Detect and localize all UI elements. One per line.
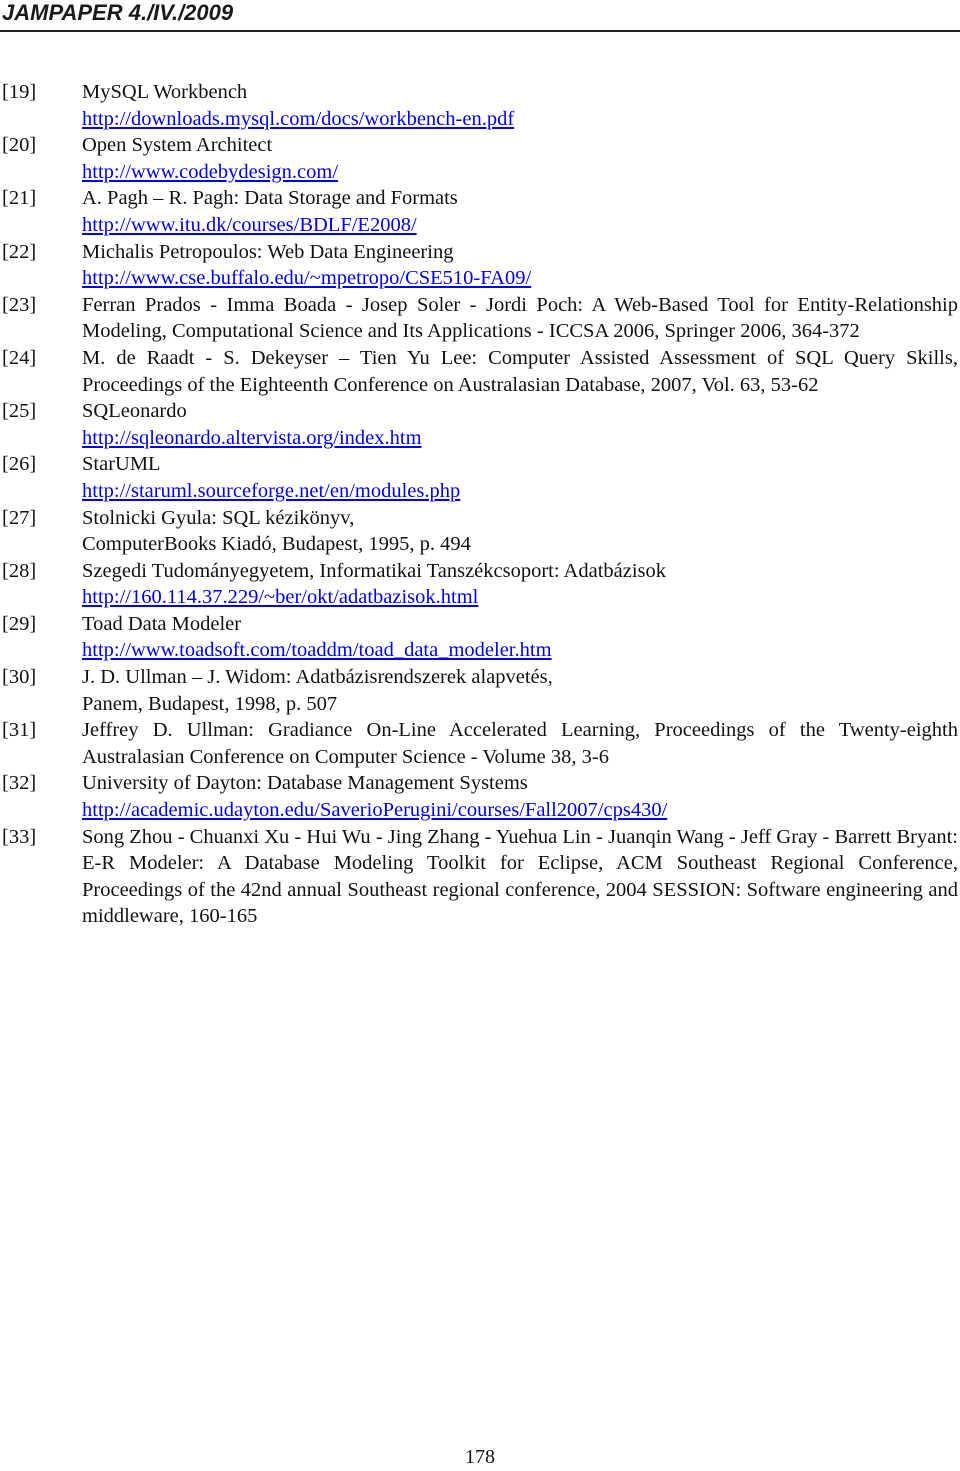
reference-item-20: [0, 132, 958, 185]
reference-item-21: [0, 185, 958, 238]
reference-item-27: [0, 505, 958, 558]
reference-text: Toad Data Modeler: [82, 612, 242, 635]
reference-text-line-2: ComputerBooks Kiadó, Budapest, 1995, p. 494: [82, 533, 471, 556]
reference-number: [25]: [2, 400, 37, 423]
reference-text: Song Zhou - Chuanxi Xu - Hui Wu - Jing Zhang - Yuehua Lin - Juanqin Wang - Jeff Gray - Barrett Bryant: E-R Modeler: A Database Modeling Toolkit for Eclipse, ACM Southeast Regional Conference, Proceedings of the 42nd annual Southeast regional conference, 2004 SESSION: Software engineering and middleware, 160-165: [82, 825, 958, 928]
reference-text: Jeffrey D. Ullman: Gradiance On-Line Accelerated Learning, Proceedings of the Twenty-eighth Australasian Conference on Computer Science - Volume 38, 3-6: [82, 719, 958, 768]
journal-header: JAMPAPER 4./IV./2009: [2, 0, 234, 25]
reference-item-24: [0, 345, 958, 398]
reference-item-23: [0, 292, 958, 345]
reference-number: [32]: [2, 772, 37, 795]
reference-number: [20]: [2, 134, 37, 157]
reference-list: [0, 79, 958, 930]
reference-number: [29]: [2, 612, 37, 635]
reference-text: University of Dayton: Database Management Systems: [82, 772, 528, 795]
reference-number: [19]: [2, 81, 37, 103]
reference-text: A. Pagh – R. Pagh: Data Storage and Formats: [82, 187, 458, 210]
reference-item-29: [0, 611, 958, 664]
reference-text-line-2: Panem, Budapest, 1998, p. 507: [82, 692, 338, 715]
reference-text: Stolnicki Gyula: SQL kézikönyv,: [82, 506, 355, 529]
reference-link[interactable]: http://academic.udayton.edu/SaverioPerugini/courses/Fall2007/cps430/: [82, 799, 668, 822]
reference-item-26: [0, 451, 958, 504]
reference-text: MySQL Workbench: [82, 81, 248, 103]
reference-number: [26]: [2, 453, 37, 476]
reference-link[interactable]: http://www.itu.dk/courses/BDLF/E2008/: [82, 213, 417, 236]
reference-number: [31]: [2, 719, 37, 742]
reference-link[interactable]: http://www.codebydesign.com/: [82, 160, 339, 183]
reference-number: [23]: [2, 293, 37, 316]
reference-item-33: [0, 824, 958, 930]
reference-item-25: [0, 398, 958, 451]
reference-item-19: [0, 79, 958, 132]
header-rule: [0, 30, 960, 32]
reference-item-32: [0, 770, 958, 823]
reference-link[interactable]: http://160.114.37.229/~ber/okt/adatbazisok.html: [82, 586, 479, 609]
reference-text: SQLeonardo: [82, 400, 187, 423]
reference-number: [33]: [2, 825, 37, 848]
reference-link[interactable]: http://staruml.sourceforge.net/en/modules.php: [82, 479, 461, 502]
reference-text: Open System Architect: [82, 134, 273, 157]
reference-link[interactable]: http://sqleonardo.altervista.org/index.htm: [82, 426, 422, 449]
reference-number: [28]: [2, 559, 37, 582]
reference-number: [27]: [2, 506, 37, 529]
reference-link[interactable]: http://www.cse.buffalo.edu/~mpetropo/CSE510-FA09/: [82, 267, 532, 290]
reference-text: J. D. Ullman – J. Widom: Adatbázisrendszerek alapvetés,: [82, 666, 553, 689]
reference-text: Ferran Prados - Imma Boada - Josep Soler - Jordi Poch: A Web-Based Tool for Entity-Relationship Modeling, Computational Science and Its Applications - ICCSA 2006, Springer 2006, 364-372: [82, 293, 958, 343]
reference-item-28: [0, 558, 958, 611]
reference-number: [30]: [2, 666, 37, 689]
reference-text: StarUML: [82, 453, 161, 476]
reference-item-31: [0, 717, 958, 770]
reference-text: Szegedi Tudományegyetem, Informatikai Tanszékcsoport: Adatbázisok: [82, 559, 667, 582]
reference-text: M. de Raadt - S. Dekeyser – Tien Yu Lee: Computer Assisted Assessment of SQL Query Skills, Proceedings of the Eighteenth Conference on Australasian Database, 2007, Vol. 63, 53-62: [82, 346, 958, 396]
reference-number: [24]: [2, 346, 37, 369]
reference-link[interactable]: http://downloads.mysql.com/docs/workbench-en.pdf: [82, 107, 515, 130]
reference-text: Michalis Petropoulos: Web Data Engineering: [82, 240, 454, 263]
page-number: 178: [465, 1446, 495, 1468]
reference-number: [21]: [2, 187, 37, 210]
reference-item-22: [0, 239, 958, 292]
reference-link[interactable]: http://www.toadsoft.com/toaddm/toad_data_modeler.htm: [82, 639, 552, 662]
reference-item-30: [0, 664, 958, 717]
reference-number: [22]: [2, 240, 37, 263]
